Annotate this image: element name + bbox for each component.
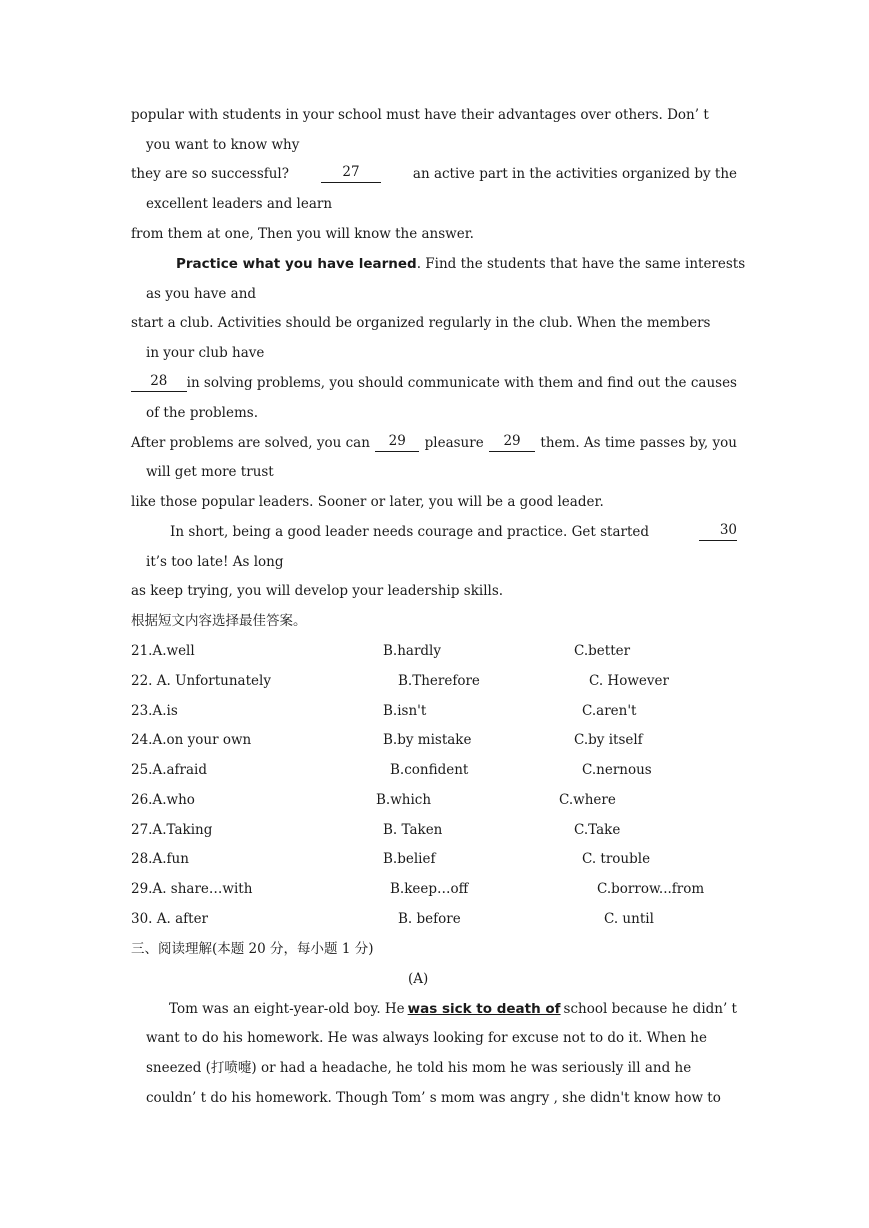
passage-line bbox=[176, 255, 746, 273]
option-b: B. Taken bbox=[383, 822, 443, 838]
option-c: C.aren't bbox=[582, 703, 637, 719]
option-a: 21.A.well bbox=[131, 643, 195, 659]
passage-line: as keep trying, you will develop your leadership skills. bbox=[131, 583, 504, 599]
option-b: B.keep…off bbox=[390, 881, 469, 897]
option-b: B.confident bbox=[390, 762, 469, 778]
underlined-phrase: was sick to death of bbox=[407, 1001, 561, 1017]
option-c: C.borrow...from bbox=[597, 881, 705, 897]
passage-line: from them at one, Then you will know the answer. bbox=[131, 226, 474, 242]
option-a: 25.A.afraid bbox=[131, 762, 208, 778]
passage-text: in solving problems, you should communicate with them and find out the causes bbox=[186, 375, 737, 391]
passage-line: like those popular leaders. Sooner or later, you will be a good leader. bbox=[131, 494, 604, 510]
passage-line bbox=[131, 165, 737, 183]
option-a: 30. A. after bbox=[131, 911, 209, 927]
blank-29a: 29 bbox=[375, 434, 419, 452]
option-b: B.belief bbox=[383, 851, 436, 867]
section-subheading: (A) bbox=[408, 971, 429, 987]
option-c: C. trouble bbox=[582, 851, 651, 867]
blank-30: 30 bbox=[699, 523, 737, 541]
passage-line bbox=[146, 1059, 737, 1077]
passage-line bbox=[131, 434, 737, 452]
passage-line: will get more trust bbox=[146, 464, 274, 480]
blank-27: 27 bbox=[321, 165, 381, 183]
option-c: C.better bbox=[574, 643, 631, 659]
passage-text: pleasure bbox=[424, 435, 484, 451]
passage-text: . Find the students that have the same interests bbox=[416, 256, 746, 272]
option-b: B. before bbox=[398, 911, 461, 927]
option-a: 26.A.who bbox=[131, 792, 195, 808]
blank-28: 28 bbox=[131, 374, 187, 392]
option-a: 24.A.on your own bbox=[131, 732, 252, 748]
passage-text: want to do his homework. He was always looking for excuse not to do it. When he bbox=[146, 1030, 707, 1046]
passage-text: sneezed (打喷嚏) or had a headache, he told his mom he was seriously ill and he bbox=[146, 1060, 692, 1076]
passage-text: Tom was an eight-year-old boy. He bbox=[169, 1001, 405, 1017]
passage-text: they are so successful? bbox=[131, 166, 289, 182]
passage-line bbox=[131, 374, 737, 392]
instruction: 根据短文内容选择最佳答案。 bbox=[131, 613, 307, 629]
option-a: 27.A.Taking bbox=[131, 822, 213, 838]
option-c: C.by itself bbox=[574, 732, 643, 748]
passage-text: an active part in the activities organized by the bbox=[412, 166, 737, 182]
option-c: C. until bbox=[604, 911, 654, 927]
option-b: B.Therefore bbox=[398, 673, 480, 689]
passage-line: start a club. Activities should be organized regularly in the club. When the members bbox=[131, 315, 711, 331]
passage-line: of the problems. bbox=[146, 405, 259, 421]
option-a: 22. A. Unfortunately bbox=[131, 673, 271, 689]
option-c: C. However bbox=[589, 673, 669, 689]
passage-line: as you have and bbox=[146, 286, 257, 302]
passage-text: After problems are solved, you can bbox=[131, 435, 370, 451]
section-heading: 三、阅读理解(本题 20 分，每小题 1 分) bbox=[131, 941, 374, 957]
passage-text: couldn’ t do his homework. Though Tom’ s mom was angry , she didn't know how to bbox=[146, 1090, 721, 1106]
option-c: C.where bbox=[559, 792, 616, 808]
option-a: 29.A. share…with bbox=[131, 881, 253, 897]
passage-text: school because he didn’ t bbox=[563, 1001, 737, 1017]
option-a: 23.A.is bbox=[131, 703, 178, 719]
passage-line bbox=[170, 523, 737, 541]
passage-line bbox=[146, 1089, 737, 1107]
passage-line: it’s too late! As long bbox=[146, 554, 284, 570]
passage-line: in your club have bbox=[146, 345, 265, 361]
passage-text: them. As time passes by, you bbox=[540, 435, 737, 451]
blank-29b: 29 bbox=[489, 434, 535, 452]
passage-line: excellent leaders and learn bbox=[146, 196, 333, 212]
option-c: C.Take bbox=[574, 822, 621, 838]
option-b: B.by mistake bbox=[383, 732, 472, 748]
option-b: B.hardly bbox=[383, 643, 441, 659]
passage-line bbox=[146, 1029, 737, 1047]
bold-phrase: Practice what you have learned bbox=[176, 256, 417, 272]
option-b: B.isn't bbox=[383, 703, 427, 719]
passage-line: you want to know why bbox=[146, 137, 300, 153]
passage-line: popular with students in your school must have their advantages over others. Don’ t bbox=[131, 107, 709, 123]
option-c: C.nernous bbox=[582, 762, 652, 778]
passage-line bbox=[169, 1000, 737, 1018]
passage-text: In short, being a good leader needs courage and practice. Get started bbox=[170, 524, 650, 540]
option-a: 28.A.fun bbox=[131, 851, 189, 867]
option-b: B.which bbox=[376, 792, 432, 808]
